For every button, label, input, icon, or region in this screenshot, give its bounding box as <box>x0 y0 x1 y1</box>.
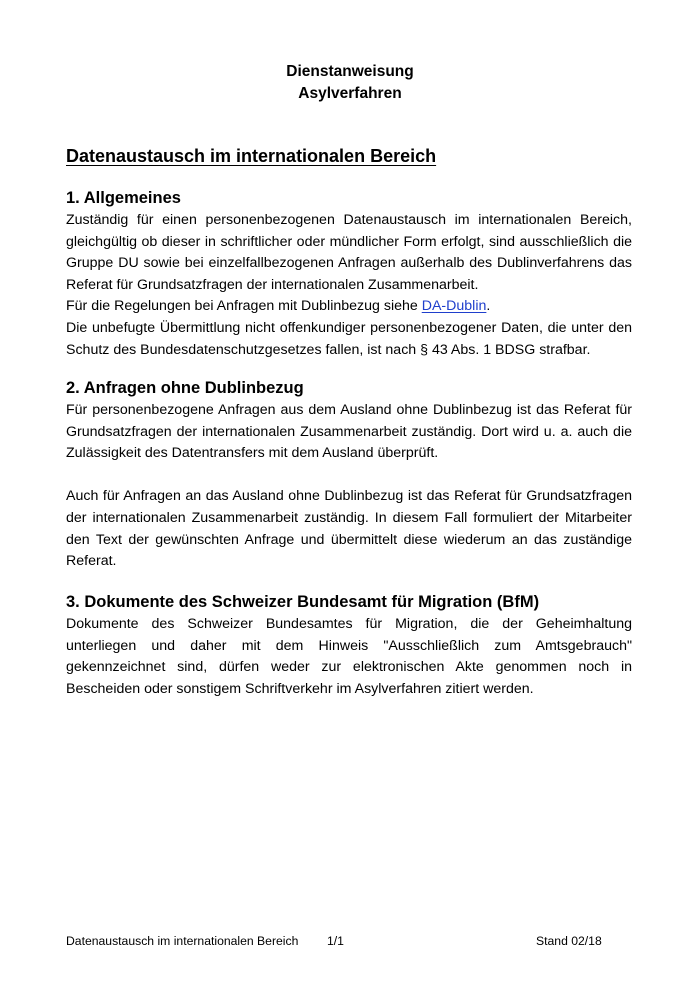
footer-version-date: Stand 02/18 <box>536 934 602 948</box>
document-title-line2: Asylverfahren <box>298 85 402 102</box>
da-dublin-link[interactable]: DA-Dublin <box>421 298 487 315</box>
footer-page-number: 1/1 <box>327 934 344 948</box>
paragraph: Dokumente des Schweizer Bundesamtes für Migration, die der Geheimhaltung unterliegen und daher mit dem Hinweis "Ausschließlich zum Amtsgebrauch" gekennzeichnet sind, dürfen weder zur elektronischen Akte genommen noch in Bescheiden oder sonstigem Schriftverkehr im Asylverfahren zitiert werden. <box>66 616 632 697</box>
paragraph: Zuständig für einen personenbezogenen Datenaustausch im internationalen Bereich, gleichgültig ob dieser in schriftlicher oder mündlicher Form erfolgt, sind ausschließlich die Gruppe DU sowie bei einzelfallbezogenen Anfragen außerhalb des Dublinverfahrens das Referat für Grundsatzfragen der internationalen Zusammenarbeit. <box>66 212 632 293</box>
paragraph-spacer <box>66 465 632 487</box>
paragraph: Für personenbezogene Anfragen aus dem Ausland ohne Dublinbezug ist das Referat für Grundsatzfragen der internationalen Zusammenarbeit zuständig. Dort wird u. a. auch die Zulässigkeit des Datentransfers mit dem Ausland überprüft. <box>66 402 632 462</box>
section-allgemeines <box>66 186 632 361</box>
paragraph-dublin-reference <box>66 296 632 318</box>
document-title-line1: Dienstanweisung <box>286 63 414 80</box>
section-dokumente-bfm <box>66 590 632 700</box>
paragraph-text: . <box>486 298 491 315</box>
section-anfragen-ohne-dublinbezug <box>66 376 632 573</box>
section-heading: 2. Anfragen ohne Dublinbezug <box>66 379 304 397</box>
paragraph: Die unbefugte Übermittlung nicht offenkundiger personenbezogener Daten, die unter den Schutz des Bundesdatenschutzgesetzes fallen, ist nach § 43 Abs. 1 BDSG strafbar. <box>66 319 632 358</box>
paragraph: Auch für Anfragen an das Ausland ohne Dublinbezug ist das Referat für Grundsatzfragen der internationalen Zusammenarbeit zuständig. In diesem Fall formuliert der Mitarbeiter den Text der gewünschten Anfrage und übermittelt diese wiederum an das zuständige Referat. <box>66 488 632 570</box>
paragraph-text: Für die Regelungen bei Anfragen mit Dublinbezug siehe <box>66 298 422 315</box>
section-heading: 3. Dokumente des Schweizer Bundesamt für Migration (BfM) <box>66 593 540 611</box>
section-heading: 1. Allgemeines <box>66 189 181 207</box>
page-heading: Datenaustausch im internationalen Bereich <box>66 146 437 166</box>
footer-document-title: Datenaustausch im internationalen Bereich <box>66 934 299 948</box>
